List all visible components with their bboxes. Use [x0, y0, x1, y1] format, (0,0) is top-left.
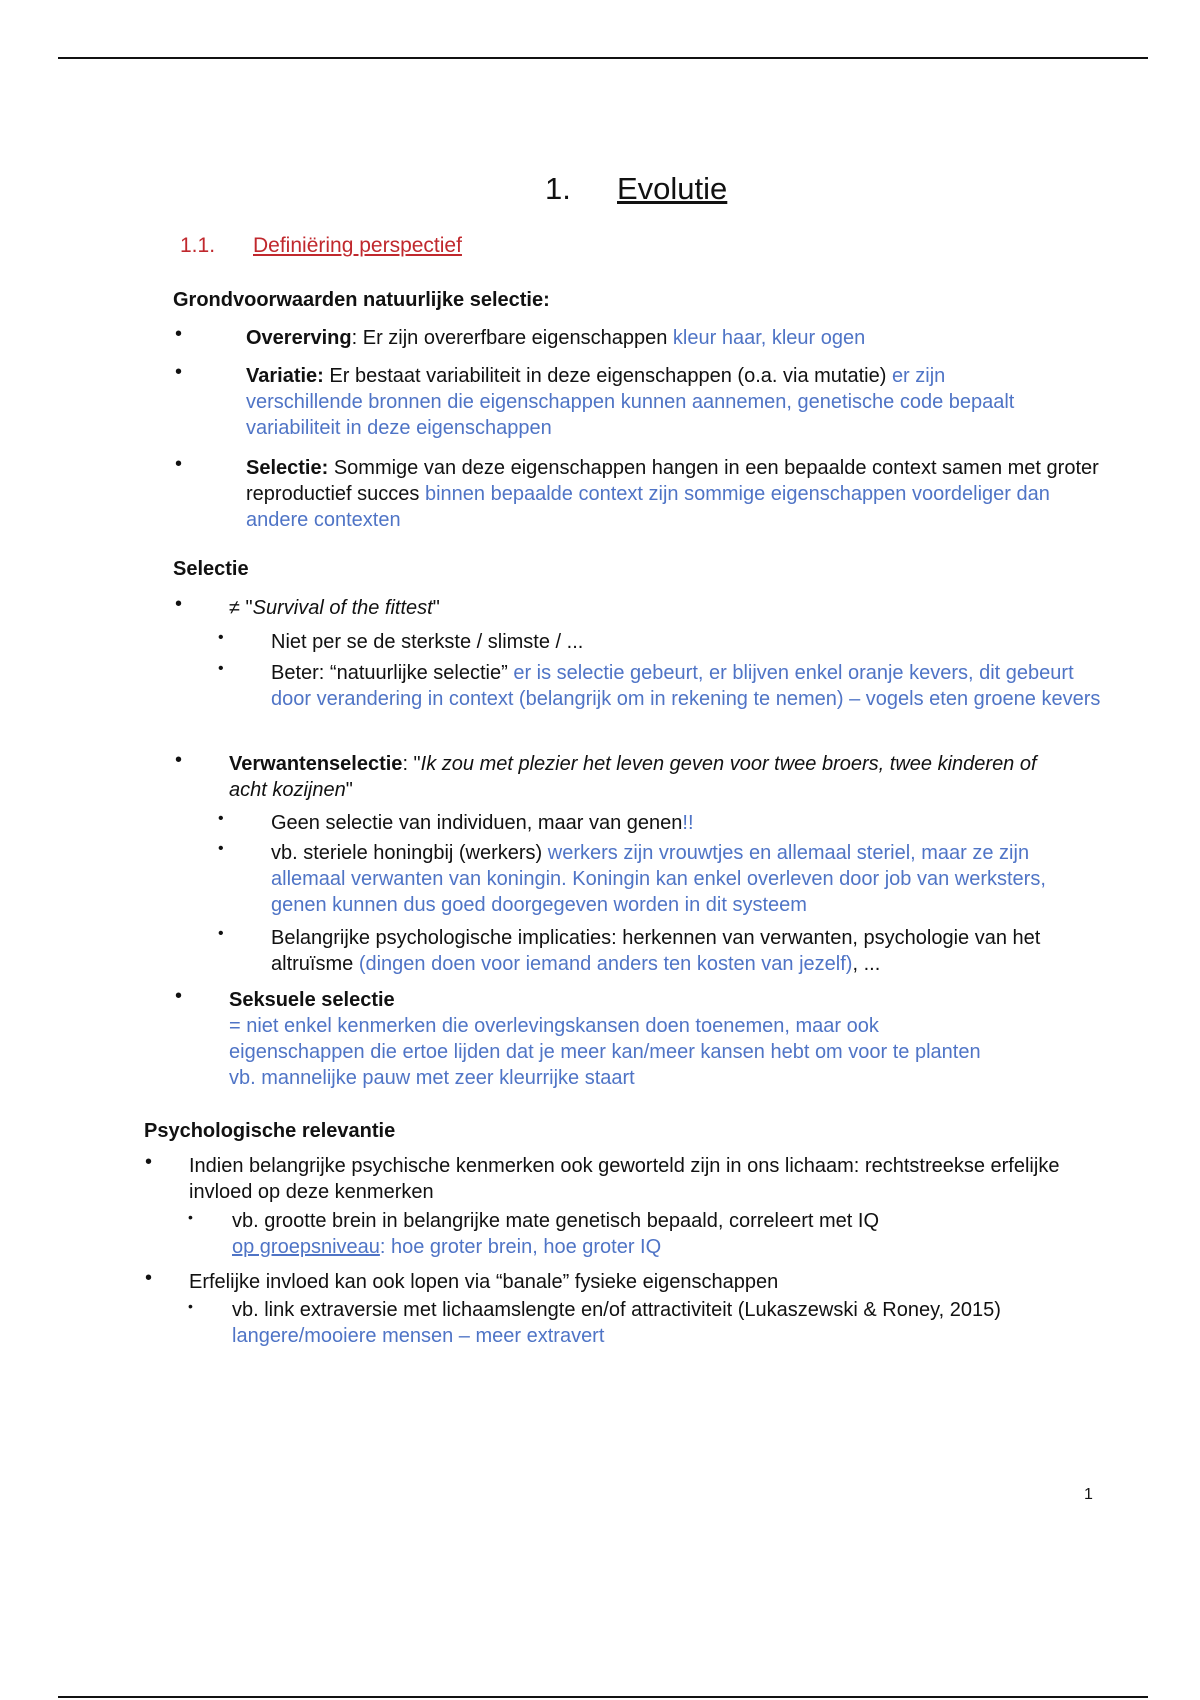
page-number: 1 — [1084, 1486, 1093, 1503]
quote: Survival of the fittest — [252, 597, 433, 619]
term: Verwantenselectie — [229, 753, 403, 775]
item-text: Sommige van deze eigenschappen hangen in een bepaalde context samen met groter reproductief succes — [246, 457, 1099, 505]
bullet: • — [188, 1209, 193, 1225]
bullet: • — [175, 361, 183, 383]
quote-prefix: ≠ " — [229, 597, 253, 619]
note-line: = niet enkel kenmerken die overlevingskansen doen toenemen, maar ook — [229, 1015, 879, 1037]
list-item — [271, 925, 1106, 977]
list-item — [271, 840, 1096, 918]
list-item — [232, 1208, 879, 1260]
list-item — [246, 363, 1046, 441]
list-item — [232, 1297, 1001, 1349]
list-item — [229, 595, 440, 621]
list-item — [189, 1269, 778, 1295]
quote: Ik zou met plezier het leven geven voor twee broers, twee kinderen of acht kozijnen — [229, 753, 1037, 801]
quote-suffix: " — [345, 779, 353, 801]
bullet: • — [175, 453, 183, 475]
item-text: Niet per se de sterkste / slimste / ... — [271, 631, 584, 653]
note: binnen bepaalde context zijn sommige eigenschappen voordeliger dan andere contexten — [246, 483, 1050, 531]
list-item — [246, 325, 1106, 351]
note: (dingen doen voor iemand anders ten kosten van jezelf) — [358, 953, 853, 975]
selectie-title: Selectie — [173, 558, 249, 580]
chapter-number: 1. — [545, 171, 571, 206]
bullet: • — [218, 840, 224, 857]
list-item — [189, 1153, 1094, 1205]
item-text: vb. steriele honingbij (werkers) — [271, 842, 548, 864]
list-item — [229, 751, 1039, 803]
item-text: Erfelijke invloed kan ook lopen via “banale” fysieke eigenschappen — [189, 1271, 779, 1293]
note: langere/mooiere mensen – meer extravert — [232, 1325, 605, 1347]
bullet: • — [175, 323, 183, 345]
item-text: Indien belangrijke psychische kenmerken ook geworteld zijn in ons lichaam: rechtstreekse erfelijke invloed op deze kenmerken — [189, 1155, 1060, 1203]
item-text: : Er zijn overerfbare eigenschappen — [351, 327, 673, 349]
item-text: Beter: “natuurlijke selectie” — [271, 662, 514, 684]
list-item — [271, 810, 694, 836]
item-text: : " — [402, 753, 421, 775]
term: Variatie: — [246, 365, 324, 387]
bullet: • — [218, 629, 224, 646]
item-text: Belangrijke psychologische implicaties: herkennen van verwanten, psychologie van het altruïsme — [271, 927, 1041, 975]
item-suffix: , ... — [852, 953, 881, 975]
list-item — [271, 660, 1101, 712]
note: : hoe groter brein, hoe groter IQ — [379, 1236, 662, 1258]
bullet: • — [145, 1267, 153, 1289]
grond-title: Grondvoorwaarden natuurlijke selectie: — [173, 289, 550, 311]
bullet: • — [218, 810, 224, 827]
term: Seksuele selectie — [229, 989, 395, 1011]
top-rule — [58, 57, 1148, 59]
item-text: vb. grootte brein in belangrijke mate genetisch bepaald, correleert met IQ — [232, 1210, 880, 1232]
section-title: Definiëring perspectief — [253, 234, 462, 257]
quote-suffix: " — [432, 597, 440, 619]
note: er zijn verschillende bronnen die eigenschappen kunnen aannemen, genetische code bepaalt variabiliteit in deze eigenschappen — [246, 365, 1015, 439]
item-text: Er bestaat variabiliteit in deze eigenschappen (o.a. via mutatie) — [323, 365, 892, 387]
bullet: • — [188, 1298, 193, 1314]
bullet: • — [175, 749, 183, 771]
bullet: • — [218, 660, 224, 677]
bullet: • — [145, 1151, 153, 1173]
note-line: eigenschappen die ertoe lijden dat je meer kan/meer kansen hebt om voor te planten — [229, 1041, 981, 1063]
note: werkers zijn vrouwtjes en allemaal steriel, maar ze zijn allemaal verwanten van koningin. Koningin kan enkel overleven door job van werksters, genen kunnen dus goed doorgegeven worden in dit systeem — [271, 842, 1046, 916]
list-item — [271, 629, 583, 655]
item-text: Geen selectie van individuen, maar van genen — [271, 812, 683, 834]
note: kleur haar, kleur ogen — [672, 327, 866, 349]
bullet: • — [175, 985, 183, 1007]
list-item — [246, 455, 1101, 533]
link-op-groepsniveau[interactable]: op groepsniveau — [232, 1236, 380, 1258]
term: Selectie: — [246, 457, 329, 479]
note-line: vb. mannelijke pauw met zeer kleurrijke staart — [229, 1067, 635, 1089]
list-item — [229, 987, 981, 1091]
note: er is selectie gebeurt, er blijven enkel oranje kevers, dit gebeurt door verandering in context (belangrijk om in rekening te nemen) – vogels eten groene kevers — [271, 662, 1101, 710]
bullet: • — [218, 925, 224, 942]
bullet: • — [175, 593, 183, 615]
chapter-title: Evolutie — [617, 171, 728, 206]
item-text: vb. link extraversie met lichaamslengte en/of attractiviteit (Lukaszewski & Roney, 2015) — [232, 1299, 1001, 1321]
note: !! — [682, 812, 694, 834]
term: Overerving — [246, 327, 352, 349]
bottom-rule — [58, 1696, 1148, 1698]
section-number: 1.1. — [180, 234, 216, 257]
psych-title: Psychologische relevantie — [144, 1120, 396, 1142]
